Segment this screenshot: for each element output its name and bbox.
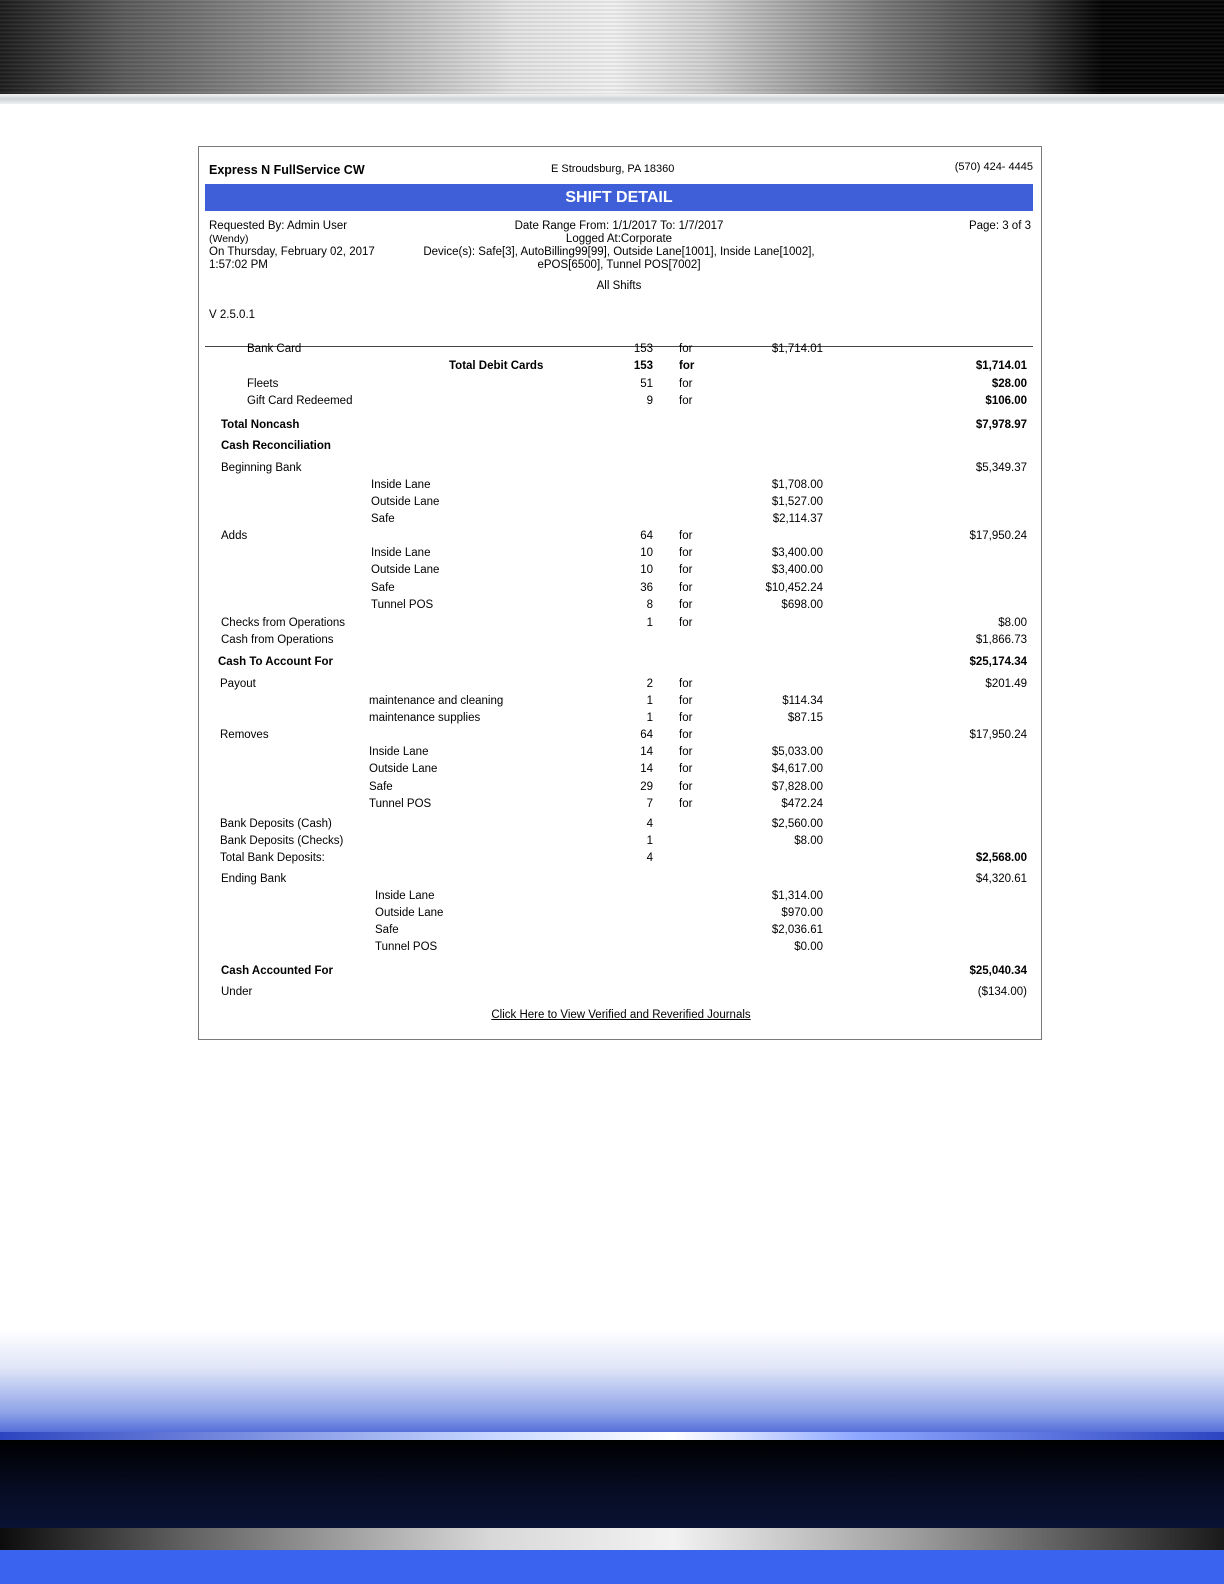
row-amount: $1,714.01 <box>771 343 823 355</box>
table-row <box>199 419 1043 435</box>
row-amount: $114.34 <box>782 695 823 707</box>
row-label: Cash Reconciliation <box>221 440 331 452</box>
row-for: for <box>679 378 693 390</box>
row-amount: $698.00 <box>781 599 823 611</box>
row-for: for <box>679 530 693 542</box>
table-row <box>199 890 1043 906</box>
shift-filter: All Shifts <box>596 280 642 292</box>
row-count: 1 <box>646 695 653 707</box>
row-for: for <box>679 729 693 741</box>
row-total: $17,950.24 <box>969 729 1027 741</box>
table-row <box>199 530 1043 546</box>
row-total: ($134.00) <box>977 986 1027 998</box>
row-amount: $2,036.61 <box>771 924 823 936</box>
row-amount: $8.00 <box>794 835 823 847</box>
row-amount: $2,114.37 <box>772 513 823 525</box>
row-label: Safe <box>371 582 395 594</box>
report-title: SHIFT DETAIL <box>205 184 1033 211</box>
row-total: $106.00 <box>985 395 1027 407</box>
row-label: maintenance and cleaning <box>369 695 504 707</box>
request-time: 1:57:02 PM <box>209 259 268 271</box>
date-range: Date Range From: 1/1/2017 To: 1/7/2017 <box>514 220 724 232</box>
table-row <box>199 678 1043 694</box>
row-count: 153 <box>633 360 653 372</box>
row-total: $1,866.73 <box>975 634 1027 646</box>
row-label: Outside Lane <box>375 907 444 919</box>
row-count: 10 <box>640 564 653 576</box>
table-row <box>199 924 1043 940</box>
row-label: Tunnel POS <box>375 941 438 953</box>
row-count: 7 <box>646 798 653 810</box>
table-row <box>199 695 1043 711</box>
row-label: Outside Lane <box>371 564 440 576</box>
table-row <box>199 360 1043 376</box>
row-label: Cash To Account For <box>218 656 333 668</box>
table-row <box>199 378 1043 394</box>
row-amount: $1,314.00 <box>771 890 823 902</box>
table-row <box>199 564 1043 580</box>
table-row <box>199 599 1043 615</box>
row-for: for <box>679 746 693 758</box>
table-row <box>199 986 1043 1002</box>
logged-at: Logged At:Corporate <box>565 233 673 245</box>
row-total: $17,950.24 <box>969 530 1027 542</box>
row-for: for <box>679 582 693 594</box>
company-name: Express N FullService CW <box>209 163 365 177</box>
row-label: Inside Lane <box>375 890 435 902</box>
table-row <box>199 547 1043 563</box>
table-row <box>199 617 1043 633</box>
row-total: $201.49 <box>985 678 1027 690</box>
row-label: maintenance supplies <box>369 712 481 724</box>
table-row <box>199 479 1043 495</box>
row-for: for <box>679 564 693 576</box>
table-row <box>199 763 1043 779</box>
row-label: Removes <box>220 729 269 741</box>
header-divider <box>0 94 1224 104</box>
row-amount: $3,400.00 <box>771 547 823 559</box>
row-total: $25,040.34 <box>969 965 1027 977</box>
row-label: Cash Accounted For <box>221 965 334 977</box>
row-label: Gift Card Redeemed <box>247 395 353 407</box>
requested-by-sub: (Wendy) <box>209 233 249 245</box>
row-count: 29 <box>640 781 653 793</box>
version: V 2.5.0.1 <box>209 309 256 321</box>
footer-dark-band <box>0 1440 1224 1528</box>
row-for: for <box>679 617 693 629</box>
row-label: Total Debit Cards <box>449 360 544 372</box>
table-row <box>199 907 1043 923</box>
row-for: for <box>679 395 693 407</box>
row-for: for <box>679 343 693 355</box>
row-label: Tunnel POS <box>369 798 432 810</box>
devices-line-1: Device(s): Safe[3], AutoBilling99[99], Outside Lane[1001], Inside Lane[1002], <box>423 246 815 258</box>
row-amount: $3,400.00 <box>771 564 823 576</box>
row-label: Total Bank Deposits: <box>220 852 325 864</box>
row-label: Total Noncash <box>221 419 300 431</box>
table-row <box>199 835 1043 851</box>
row-label: Under <box>221 986 253 998</box>
row-count: 4 <box>646 852 653 864</box>
row-for: for <box>679 798 693 810</box>
row-amount: $1,708.00 <box>771 479 823 491</box>
table-row <box>199 852 1043 868</box>
page-number: Page: 3 of 3 <box>968 220 1031 232</box>
row-amount: $970.00 <box>781 907 823 919</box>
request-date: On Thursday, February 02, 2017 <box>209 246 375 258</box>
row-label: Payout <box>220 678 256 690</box>
row-count: 64 <box>640 530 653 542</box>
row-label: Outside Lane <box>369 763 438 775</box>
row-count: 64 <box>640 729 653 741</box>
row-count: 14 <box>640 763 653 775</box>
row-amount: $1,527.00 <box>771 496 823 508</box>
row-total: $25,174.34 <box>969 656 1027 668</box>
row-total: $4,320.61 <box>975 873 1027 885</box>
row-for: for <box>679 695 693 707</box>
row-for: for <box>679 712 693 724</box>
row-label: Outside Lane <box>371 496 440 508</box>
row-count: 8 <box>646 599 653 611</box>
row-count: 14 <box>640 746 653 758</box>
row-label: Fleets <box>247 378 279 390</box>
row-amount: $7,828.00 <box>771 781 823 793</box>
table-row <box>199 462 1043 478</box>
table-row <box>199 712 1043 728</box>
row-count: 10 <box>640 547 653 559</box>
table-row <box>199 818 1043 834</box>
row-count: 4 <box>646 818 653 830</box>
row-for: for <box>679 360 695 372</box>
row-count: 2 <box>646 678 653 690</box>
row-label: Checks from Operations <box>221 617 345 629</box>
row-amount: $4,617.00 <box>771 763 823 775</box>
row-label: Inside Lane <box>371 479 431 491</box>
row-count: 153 <box>633 343 653 355</box>
row-amount: $5,033.00 <box>771 746 823 758</box>
row-label: Beginning Bank <box>221 462 302 474</box>
table-row <box>199 656 1043 672</box>
shift-detail-report <box>198 146 1042 1040</box>
table-row <box>199 395 1043 411</box>
row-amount: $0.00 <box>794 941 823 953</box>
row-count: 1 <box>646 712 653 724</box>
table-row <box>199 343 1043 359</box>
row-amount: $87.15 <box>787 712 823 724</box>
table-row <box>199 582 1043 598</box>
row-count: 51 <box>640 378 653 390</box>
row-total: $1,714.01 <box>975 360 1027 372</box>
row-label: Inside Lane <box>369 746 429 758</box>
row-for: for <box>679 763 693 775</box>
row-for: for <box>679 599 693 611</box>
table-row <box>199 798 1043 814</box>
journals-link[interactable]: Click Here to View Verified and Reverified Journals <box>491 1009 751 1021</box>
row-count: 36 <box>640 582 653 594</box>
row-amount: $472.24 <box>781 798 823 810</box>
row-label: Safe <box>375 924 399 936</box>
footer-blue-band <box>0 1550 1224 1584</box>
table-row <box>199 513 1043 529</box>
row-label: Ending Bank <box>221 873 287 885</box>
row-total: $5,349.37 <box>975 462 1027 474</box>
company-location: E Stroudsburg, PA 18360 <box>551 163 675 175</box>
row-for: for <box>679 547 693 559</box>
table-row <box>199 634 1043 650</box>
table-row <box>199 729 1043 745</box>
table-row <box>199 965 1043 981</box>
table-row <box>199 941 1043 957</box>
row-label: Adds <box>221 530 248 542</box>
table-row <box>199 440 1043 456</box>
table-row <box>199 496 1043 512</box>
table-row <box>199 781 1043 797</box>
row-total: $28.00 <box>991 378 1027 390</box>
row-label: Bank Card <box>247 343 302 355</box>
row-label: Tunnel POS <box>371 599 434 611</box>
row-amount: $10,452.24 <box>765 582 823 594</box>
row-for: for <box>679 678 693 690</box>
row-label: Safe <box>369 781 393 793</box>
row-count: 1 <box>646 835 653 847</box>
row-label: Inside Lane <box>371 547 431 559</box>
row-label: Safe <box>371 513 395 525</box>
row-total: $2,568.00 <box>975 852 1027 864</box>
table-row <box>199 873 1043 889</box>
header-banner <box>0 0 1224 94</box>
devices-line-2: ePOS[6500], Tunnel POS[7002] <box>537 259 701 271</box>
company-phone: (570) 424- 4445 <box>954 161 1033 173</box>
row-label: Bank Deposits (Checks) <box>220 835 344 847</box>
row-for: for <box>679 781 693 793</box>
footer-glow <box>0 1330 1224 1440</box>
requested-by: Requested By: Admin User <box>209 220 348 232</box>
row-total: $8.00 <box>998 617 1027 629</box>
row-label: Bank Deposits (Cash) <box>220 818 332 830</box>
row-total: $7,978.97 <box>975 419 1027 431</box>
row-count: 9 <box>646 395 653 407</box>
table-row <box>199 746 1043 762</box>
row-label: Cash from Operations <box>221 634 334 646</box>
footer-metal-strip <box>0 1528 1224 1550</box>
row-count: 1 <box>646 617 653 629</box>
row-amount: $2,560.00 <box>771 818 823 830</box>
